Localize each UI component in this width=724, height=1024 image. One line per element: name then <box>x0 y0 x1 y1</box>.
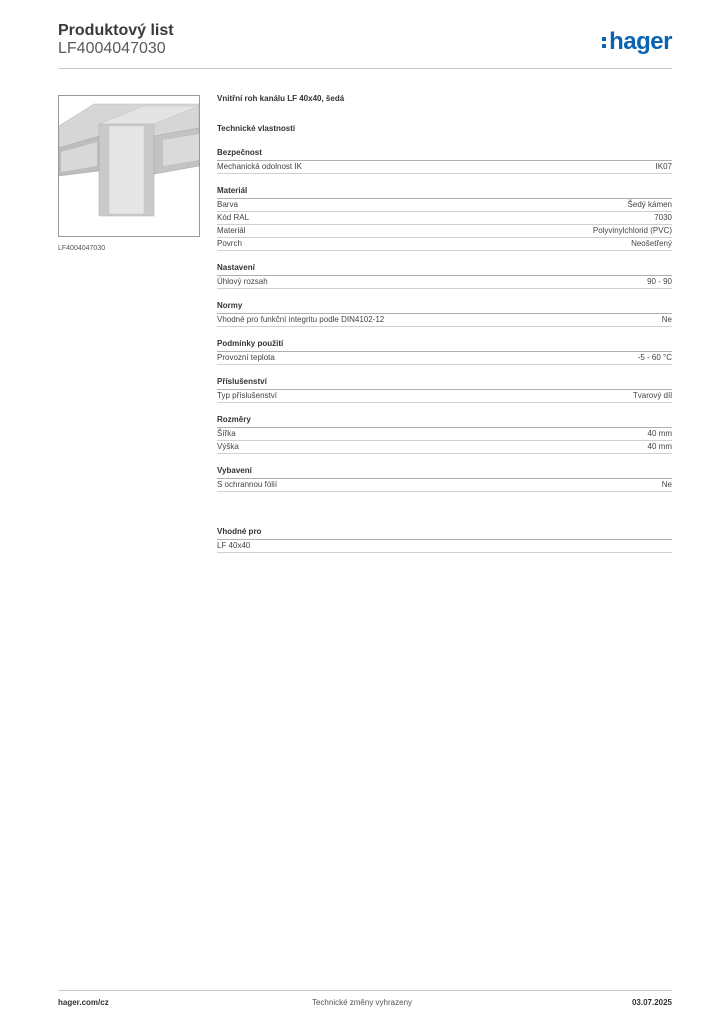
logo-text: hager <box>609 28 672 55</box>
section-settings <box>217 262 672 289</box>
footer-disclaimer: Technické změny vyhrazeny <box>311 998 413 1007</box>
spec-value: Šedý kámen <box>627 200 672 209</box>
spec-value: IK07 <box>655 162 672 171</box>
footer-date: 03.07.2025 <box>631 998 672 1007</box>
product-image <box>58 95 200 237</box>
spec-row <box>217 199 672 212</box>
section-title: Vhodné pro <box>217 526 672 540</box>
footer-divider <box>58 990 672 991</box>
spec-value: Neošetřený <box>631 239 672 248</box>
spec-row <box>217 225 672 238</box>
document-title: Produktový list <box>58 22 174 39</box>
section-standards <box>217 300 672 327</box>
spec-row <box>217 161 672 174</box>
suitable-item-label: LF 40x40 <box>217 541 251 550</box>
section-suitable-for <box>217 526 672 553</box>
spec-label: Kód RAL <box>217 213 250 222</box>
product-name: Vnitřní roh kanálu LF 40x40, šedá <box>217 94 345 103</box>
section-title: Nastavení <box>217 262 672 276</box>
spec-label: Provozní teplota <box>217 353 275 362</box>
spec-row <box>217 441 672 454</box>
spec-value: 40 mm <box>647 429 672 438</box>
spec-label: Vhodné pro funkční integritu podle DIN4102-12 <box>217 315 385 324</box>
spec-row <box>217 390 672 403</box>
spec-row <box>217 276 672 289</box>
section-title: Podmínky použití <box>217 338 672 352</box>
spec-row <box>217 479 672 492</box>
section-accessories <box>217 376 672 403</box>
section-safety <box>217 147 672 174</box>
spec-row <box>217 428 672 441</box>
spec-label: Barva <box>217 200 238 209</box>
section-title: Bezpečnost <box>217 147 672 161</box>
spec-label: Výška <box>217 442 239 451</box>
spec-value: 7030 <box>654 213 672 222</box>
cable-duct-corner-illustration <box>59 96 199 236</box>
section-title: Materiál <box>217 185 672 199</box>
footer-website-link[interactable]: hager.com/cz <box>58 998 109 1007</box>
specifications-panel <box>217 94 672 564</box>
section-dimensions <box>217 414 672 454</box>
spec-row <box>217 238 672 251</box>
section-material <box>217 185 672 251</box>
spec-row <box>217 212 672 225</box>
section-conditions-of-use <box>217 338 672 365</box>
suitable-item <box>217 540 672 553</box>
image-caption: LF4004047030 <box>58 245 106 252</box>
spec-value: Ne <box>661 315 672 324</box>
section-title: Vybavení <box>217 465 672 479</box>
spec-label: Materiál <box>217 226 246 235</box>
spec-value: 40 mm <box>647 442 672 451</box>
section-title: Normy <box>217 300 672 314</box>
spec-label: Mechanická odolnost IK <box>217 162 302 171</box>
section-title: Příslušenství <box>217 376 672 390</box>
section-equipment <box>217 465 672 492</box>
spec-label: Úhlový rozsah <box>217 277 268 286</box>
product-code: LF4004047030 <box>58 40 166 57</box>
spec-label: Povrch <box>217 239 242 248</box>
header-divider <box>58 68 672 69</box>
spec-value: Ne <box>661 480 672 489</box>
spec-label: Typ příslušenství <box>217 391 278 400</box>
spec-value: -5 - 60 °C <box>637 353 672 362</box>
spec-label: S ochrannou fólií <box>217 480 278 489</box>
section-title: Rozměry <box>217 414 672 428</box>
spec-value: Polyvinylchlorid (PVC) <box>592 226 672 235</box>
spec-value: 90 - 90 <box>647 277 672 286</box>
hager-logo[interactable] <box>602 28 672 56</box>
spec-row <box>217 352 672 365</box>
technical-properties-heading: Technické vlastnosti <box>217 124 296 133</box>
spec-label: Šířka <box>217 429 236 438</box>
logo-colon-icon <box>602 35 606 49</box>
spec-value: Tvarový díl <box>632 391 672 400</box>
spec-row <box>217 314 672 327</box>
